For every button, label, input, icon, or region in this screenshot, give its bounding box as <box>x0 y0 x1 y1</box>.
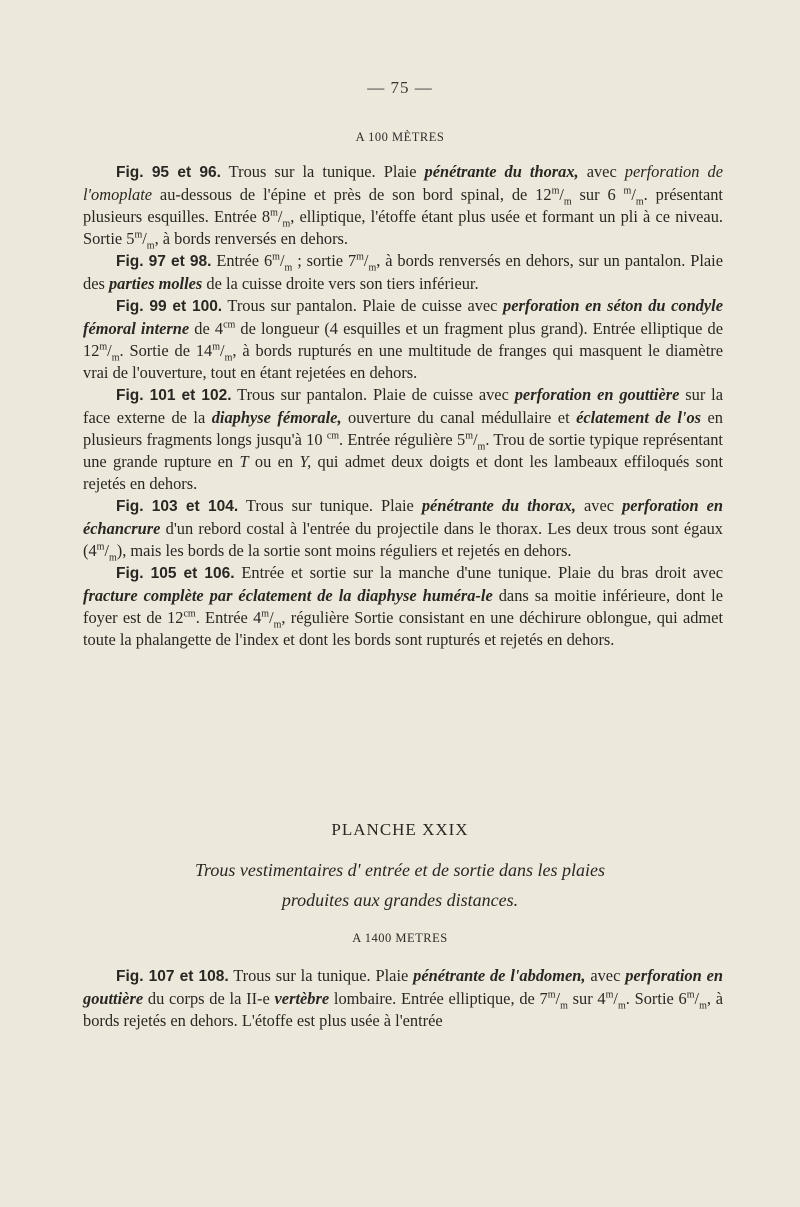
body-text: Trous sur pantalon. Plaie de cuisse avec <box>222 296 504 315</box>
body-text: avec <box>575 496 623 515</box>
figure-label: Fig. 103 et 104. <box>116 498 239 515</box>
body-text: / <box>269 608 274 627</box>
body-text: ; sortie 7 <box>292 251 357 270</box>
body-text: de longueur (4 esquilles et un fragment plus grand). Entrée elliptique de 12 <box>83 319 723 360</box>
emphasis-text: pénétrante du thorax, <box>421 496 576 515</box>
superscript: m <box>99 341 108 353</box>
body-text: sur 6 <box>571 185 624 204</box>
body-text: de la cuisse droite vers son tiers inférieur. <box>202 274 479 293</box>
body-text: d'un rebord costal à l'entrée du projectile dans le thorax. Les deux trous sont égaux (4 <box>83 519 723 560</box>
emphasis-text: perforation en gouttière <box>83 966 723 1008</box>
body-text: de 4 <box>189 319 224 338</box>
body-text: Entrée 6 <box>211 251 273 270</box>
superscript: m <box>96 541 105 553</box>
emphasis-text: diaphyse fémorale, <box>211 408 342 427</box>
body-text: avec <box>578 162 625 181</box>
figure-label: Fig. 105 et 106. <box>116 565 235 582</box>
body-text: Trous sur pantalon. Plaie de cuisse avec <box>231 385 515 404</box>
figure-entry <box>83 295 723 384</box>
subscript: m <box>111 352 120 364</box>
superscript: m <box>134 229 143 241</box>
entries-100m <box>83 161 723 651</box>
body-text: / <box>220 341 225 360</box>
figure-label: Fig. 107 et 108. <box>116 968 229 985</box>
body-text: / <box>142 229 147 248</box>
figure-label: Fig. 101 et 102. <box>116 387 232 404</box>
body-text: Entrée et sortie sur la manche d'une tunique. Plaie du bras droit avec <box>234 563 723 582</box>
body-text: / <box>694 989 700 1008</box>
body-text: Trous sur la tunique. Plaie <box>228 966 414 985</box>
figure-entry <box>83 495 723 562</box>
superscript: m <box>261 608 270 620</box>
body-text: . Trou de sortie typique représentant une grande rupture en <box>83 430 723 471</box>
body-text: dans sa moitie inférieure, dont le foyer est de 12 <box>83 586 723 627</box>
body-text: / <box>631 185 636 204</box>
body-text: Trous sur tunique. Plaie <box>238 496 422 515</box>
body-text: . Entrée régulière 5 <box>339 430 466 449</box>
subscript: m <box>477 441 486 453</box>
body-text: , elliptique, l'étoffe étant plus usée et formant un pli à ce niveau. Sortie 5 <box>83 207 723 248</box>
subscript: m <box>368 262 377 274</box>
body-text: / <box>107 341 112 360</box>
emphasis-text: perforation en gouttière <box>514 385 680 404</box>
italic-text: T <box>239 452 249 471</box>
superscript: m <box>686 989 695 1001</box>
figure-label: Fig. 99 et 100. <box>116 298 223 315</box>
figure-entry <box>83 161 723 250</box>
body-text: / <box>277 207 283 226</box>
body-text: , à bords renversés en dehors. <box>154 229 349 248</box>
superscript: m <box>212 341 221 353</box>
body-text: / <box>555 989 561 1008</box>
figure-entry <box>83 965 723 1032</box>
section-heading-100m: A 100 MÈTRES <box>355 130 445 144</box>
emphasis-text: parties molles <box>108 274 203 293</box>
superscript: m <box>623 185 632 197</box>
emphasis-text: fracture complète par éclatement de la diaphyse huméra-le <box>83 586 493 605</box>
body-text: . présentant plusieurs esquilles. Entrée 8 <box>83 185 723 226</box>
body-text: . Sortie 6 <box>625 989 687 1008</box>
body-text: sur 4 <box>567 989 606 1008</box>
section-heading-1400m: A 1400 METRES <box>352 931 448 945</box>
body-text: Trous sur la tunique. Plaie <box>220 162 425 181</box>
superscript: m <box>551 185 560 197</box>
superscript: cm <box>183 608 196 620</box>
plate-title: PLANCHE XXIX <box>331 820 469 839</box>
page-number: — 75 — <box>367 78 433 97</box>
subscript: m <box>284 262 293 274</box>
superscript: m <box>272 251 280 263</box>
body-text: / <box>363 251 369 270</box>
entries-1400m <box>83 965 723 1032</box>
superscript: cm <box>326 430 340 442</box>
body-text: / <box>104 541 109 560</box>
body-text: / <box>613 989 618 1008</box>
superscript: m <box>605 989 614 1001</box>
body-text: , à bords rupturés en une multitude de franges qui masquent le diamètre vrai de l'ouverture, tout en étant rejetées en dehors. <box>83 341 723 382</box>
emphasis-text: pénétrante de l'abdomen, <box>413 966 586 985</box>
body-text: du corps de la II-e <box>143 989 275 1008</box>
body-text: , à bords renversés en dehors, sur un pantalon. Plaie des <box>83 251 723 293</box>
figure-label: Fig. 97 et 98. <box>116 253 212 270</box>
body-text: / <box>559 185 564 204</box>
superscript: m <box>356 251 364 263</box>
subscript: m <box>282 218 291 230</box>
subscript: m <box>635 196 644 208</box>
plate-subtitle-line-2: produites aux grandes distances. <box>281 890 519 910</box>
superscript: cm <box>223 319 236 331</box>
emphasis-text: pénétrante du thorax, <box>424 162 579 181</box>
body-text: avec <box>585 966 626 985</box>
superscript: m <box>465 430 473 442</box>
body-text: sur la face externe de la <box>83 385 724 427</box>
italic-text: perforation de l'omoplate <box>83 162 723 204</box>
body-text: , à bords rejetés en dehors. L'étoffe est plus usée à l'entrée <box>83 989 723 1030</box>
plate-subtitle <box>0 855 800 915</box>
body-text: / <box>472 430 478 449</box>
subscript: m <box>560 1000 568 1012</box>
subscript: m <box>224 352 233 364</box>
body-text: qui admet deux doigts et dont les lambeaux effiloqués sont rejetés en dehors. <box>83 452 724 493</box>
subscript: m <box>617 1000 626 1012</box>
subscript: m <box>563 196 572 208</box>
subscript: m <box>273 619 282 631</box>
plate-subtitle-line-1: Trous vestimentaires d' entrée et de sortie dans les plaies <box>195 860 605 880</box>
body-text: en plusieurs fragments longs jusqu'à 10 <box>83 408 723 449</box>
body-text: ou en <box>248 452 300 471</box>
superscript: m <box>270 207 278 219</box>
emphasis-text: perforation en échancrure <box>83 496 724 538</box>
figure-entry <box>83 384 723 495</box>
body-text: , régulière Sortie consistant en une déchirure oblongue, qui admet toute la phalangette de l'index et dont les bords sont rupturés et rejetés en dehors. <box>83 608 723 649</box>
body-text: au-dessous de l'épine et près de son bord spinal, de 12 <box>152 185 552 204</box>
emphasis-text: vertèbre <box>274 989 330 1008</box>
subscript: m <box>109 552 117 564</box>
figure-label: Fig. 95 et 96. <box>116 164 221 181</box>
body-text: ouverture du canal médullaire et <box>341 408 577 427</box>
body-text: lombaire. Entrée elliptique, de 7 <box>329 989 548 1008</box>
subscript: m <box>699 1000 707 1012</box>
italic-text: Y, <box>299 452 312 471</box>
figure-entry <box>83 562 723 651</box>
emphasis-text: perforation en séton du condyle fémoral interne <box>83 296 723 338</box>
emphasis-text: éclatement de l'os <box>576 408 702 427</box>
superscript: m <box>547 989 556 1001</box>
subscript: m <box>146 240 155 252</box>
figure-entry <box>83 250 723 295</box>
body-text: / <box>279 251 285 270</box>
body-text: . Sortie de 14 <box>119 341 213 360</box>
body-text: . Entrée 4 <box>195 608 262 627</box>
body-text: ), mais les bords de la sortie sont moins réguliers et rejetés en dehors. <box>116 541 572 560</box>
